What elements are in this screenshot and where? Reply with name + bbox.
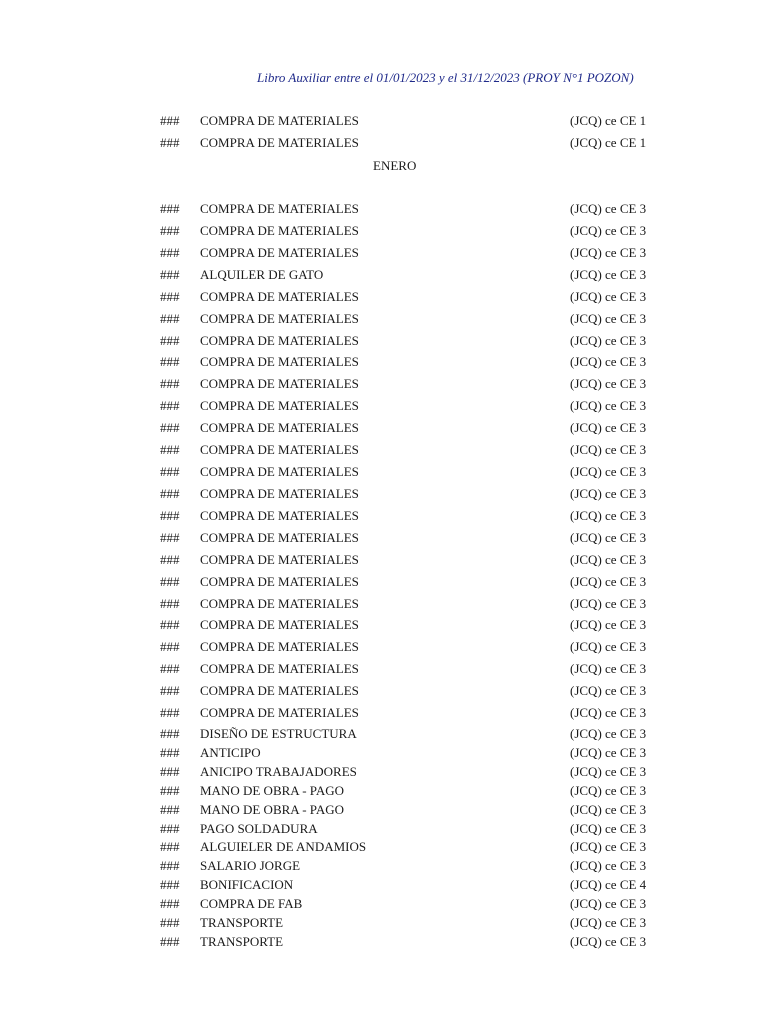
entry-reference: (JCQ) ce CE 3: [570, 201, 647, 216]
entry-date: ###: [160, 915, 180, 930]
entry-description: COMPRA DE MATERIALES: [200, 244, 359, 260]
entry-date: ###: [160, 683, 180, 699]
entry-reference: (JCQ) ce CE 1: [570, 135, 647, 150]
ledger-row: [0, 838, 768, 856]
entry-date: ###: [160, 705, 180, 721]
entry-date: ###: [160, 113, 180, 128]
entry-reference: (JCQ) ce CE 3: [570, 820, 647, 836]
entry-reference: (JCQ) ce CE 3: [570, 442, 647, 458]
entry-reference: (JCQ) ce CE 3: [570, 617, 647, 633]
entry-description: ALQUILER DE GATO: [200, 266, 324, 282]
ledger-row: [0, 222, 768, 240]
entry-reference: (JCQ) ce CE 3: [570, 332, 647, 348]
entry-date: ###: [160, 244, 180, 260]
entry-description: TRANSPORTE: [200, 933, 284, 949]
ledger-row: [0, 933, 768, 951]
entry-reference: (JCQ) ce CE 1: [570, 113, 647, 128]
entry-reference: (JCQ) ce CE 3: [570, 222, 647, 238]
entry-description: COMPRA DE MATERIALES: [200, 551, 359, 567]
entry-reference: (JCQ) ce CE 3: [570, 858, 647, 874]
ledger-row: [0, 638, 768, 656]
entry-description: COMPRA DE MATERIALES: [200, 661, 359, 677]
entry-date: ###: [160, 858, 180, 874]
entry-reference: (JCQ) ce CE 3: [570, 763, 647, 779]
entry-date: ###: [160, 744, 180, 760]
entry-date: ###: [160, 376, 180, 392]
entry-description: ANICIPO TRABAJADORES: [200, 763, 357, 779]
entry-reference: (JCQ) ce CE 3: [570, 266, 647, 282]
entry-date: ###: [160, 420, 180, 436]
entry-reference: (JCQ) ce CE 3: [570, 529, 647, 545]
ledger-row: [0, 441, 768, 459]
entry-date: ###: [160, 507, 180, 523]
ledger-row: [0, 857, 768, 875]
entry-reference: (JCQ) ce CE 3: [570, 288, 647, 304]
entry-reference: (JCQ) ce CE 3: [570, 244, 647, 260]
entry-description: COMPRA DE MATERIALES: [200, 507, 359, 523]
entry-description: COMPRA DE MATERIALES: [200, 595, 359, 611]
ledger-row: [0, 288, 768, 306]
entry-description: COMPRA DE MATERIALES: [200, 529, 359, 545]
ledger-row: [0, 332, 768, 350]
entry-date: ###: [160, 485, 180, 501]
entry-reference: (JCQ) ce CE 3: [570, 839, 647, 855]
ledger-row: [0, 876, 768, 894]
ledger-row: [0, 914, 768, 932]
entry-date: ###: [160, 896, 180, 912]
entry-description: COMPRA DE MATERIALES: [200, 705, 359, 721]
entry-date: ###: [160, 135, 180, 150]
ledger-row: [0, 266, 768, 284]
entry-description: COMPRA DE MATERIALES: [200, 420, 359, 436]
entry-reference: (JCQ) ce CE 3: [570, 683, 647, 699]
entry-date: ###: [160, 266, 180, 282]
entry-description: COMPRA DE MATERIALES: [200, 310, 359, 326]
entry-description: MANO DE OBRA - PAGO: [200, 782, 344, 798]
entry-date: ###: [160, 839, 180, 855]
entry-reference: (JCQ) ce CE 3: [570, 485, 647, 501]
entry-date: ###: [160, 801, 180, 817]
ledger-row: [0, 310, 768, 328]
ledger-row: [0, 112, 768, 130]
ledger-row: [0, 353, 768, 371]
entry-reference: (JCQ) ce CE 3: [570, 896, 647, 912]
entry-date: ###: [160, 639, 180, 655]
entry-description: COMPRA DE MATERIALES: [200, 617, 359, 633]
entry-description: COMPRA DE MATERIALES: [200, 135, 359, 150]
entry-date: ###: [160, 933, 180, 949]
entry-date: ###: [160, 398, 180, 414]
ledger-row: [0, 551, 768, 569]
month-label: ENERO: [373, 158, 417, 173]
entry-description: COMPRA DE MATERIALES: [200, 332, 359, 348]
entry-description: COMPRA DE MATERIALES: [200, 201, 359, 216]
entry-date: ###: [160, 726, 180, 741]
ledger-row: [0, 682, 768, 700]
entry-reference: (JCQ) ce CE 3: [570, 726, 647, 741]
entry-date: ###: [160, 877, 180, 893]
ledger-row: [0, 763, 768, 781]
entry-reference: (JCQ) ce CE 3: [570, 705, 647, 721]
ledger-row: [0, 782, 768, 800]
entry-reference: (JCQ) ce CE 3: [570, 573, 647, 589]
entry-reference: (JCQ) ce CE 3: [570, 464, 647, 480]
ledger-row: [0, 573, 768, 591]
ledger-row: [0, 616, 768, 634]
entry-description: COMPRA DE FAB: [200, 896, 303, 912]
entry-date: ###: [160, 782, 180, 798]
entry-date: ###: [160, 617, 180, 633]
ledger-row: [0, 419, 768, 437]
entry-date: ###: [160, 551, 180, 567]
entry-reference: (JCQ) ce CE 3: [570, 933, 647, 949]
entry-reference: (JCQ) ce CE 3: [570, 661, 647, 677]
entry-date: ###: [160, 763, 180, 779]
ledger-row: [0, 507, 768, 525]
entry-reference: (JCQ) ce CE 3: [570, 354, 647, 370]
entry-date: ###: [160, 442, 180, 458]
entry-description: SALARIO JORGE: [200, 858, 301, 874]
entry-description: BONIFICACION: [200, 877, 294, 893]
entry-reference: (JCQ) ce CE 3: [570, 744, 647, 760]
ledger-row: [0, 244, 768, 262]
entry-date: ###: [160, 661, 180, 677]
entry-description: COMPRA DE MATERIALES: [200, 222, 359, 238]
entry-reference: (JCQ) ce CE 3: [570, 639, 647, 655]
ledger-row: [0, 895, 768, 913]
ledger-row: [0, 725, 768, 743]
entry-reference: (JCQ) ce CE 4: [570, 877, 647, 893]
entry-date: ###: [160, 222, 180, 238]
entry-description: COMPRA DE MATERIALES: [200, 113, 359, 128]
entry-description: ANTICIPO: [200, 744, 261, 760]
entry-reference: (JCQ) ce CE 3: [570, 420, 647, 436]
entry-description: COMPRA DE MATERIALES: [200, 639, 359, 655]
ledger-row: [0, 134, 768, 152]
entry-reference: (JCQ) ce CE 3: [570, 398, 647, 414]
entry-date: ###: [160, 354, 180, 370]
entry-description: COMPRA DE MATERIALES: [200, 683, 359, 699]
ledger-row: [0, 375, 768, 393]
ledger-row: [0, 820, 768, 838]
entry-date: ###: [160, 529, 180, 545]
entry-reference: (JCQ) ce CE 3: [570, 507, 647, 523]
ledger-row: [0, 529, 768, 547]
entry-date: ###: [160, 464, 180, 480]
entry-description: MANO DE OBRA - PAGO: [200, 801, 344, 817]
entry-reference: (JCQ) ce CE 3: [570, 801, 647, 817]
entry-reference: (JCQ) ce CE 3: [570, 376, 647, 392]
entry-description: COMPRA DE MATERIALES: [200, 464, 359, 480]
entry-description: TRANSPORTE: [200, 915, 284, 930]
ledger-row: [0, 463, 768, 481]
entry-date: ###: [160, 310, 180, 326]
entry-date: ###: [160, 820, 180, 836]
entry-date: ###: [160, 332, 180, 348]
ledger-row: [0, 397, 768, 415]
entry-description: COMPRA DE MATERIALES: [200, 485, 359, 501]
entry-reference: (JCQ) ce CE 3: [570, 595, 647, 611]
entry-date: ###: [160, 288, 180, 304]
entry-description: COMPRA DE MATERIALES: [200, 288, 359, 304]
page-title: Libro Auxiliar entre el 01/01/2023 y el 31/12/2023 (PROY N°1 POZON): [257, 70, 634, 85]
entry-date: ###: [160, 595, 180, 611]
entry-reference: (JCQ) ce CE 3: [570, 915, 647, 930]
entry-date: ###: [160, 573, 180, 589]
ledger-row: [0, 801, 768, 819]
entry-description: DISEÑO DE ESTRUCTURA: [200, 726, 357, 741]
ledger-row: [0, 704, 768, 722]
entry-reference: (JCQ) ce CE 3: [570, 551, 647, 567]
ledger-row: [0, 595, 768, 613]
entry-description: COMPRA DE MATERIALES: [200, 573, 359, 589]
entry-description: PAGO SOLDADURA: [200, 820, 318, 836]
ledger-row: [0, 744, 768, 762]
entry-date: ###: [160, 201, 180, 216]
entry-description: COMPRA DE MATERIALES: [200, 376, 359, 392]
entry-description: ALGUIELER DE ANDAMIOS: [200, 839, 367, 855]
entry-description: COMPRA DE MATERIALES: [200, 398, 359, 414]
entry-description: COMPRA DE MATERIALES: [200, 354, 359, 370]
ledger-row: [0, 200, 768, 218]
ledger-row: [0, 660, 768, 678]
ledger-row: [0, 485, 768, 503]
entry-reference: (JCQ) ce CE 3: [570, 782, 647, 798]
entry-description: COMPRA DE MATERIALES: [200, 442, 359, 458]
entry-reference: (JCQ) ce CE 3: [570, 310, 647, 326]
